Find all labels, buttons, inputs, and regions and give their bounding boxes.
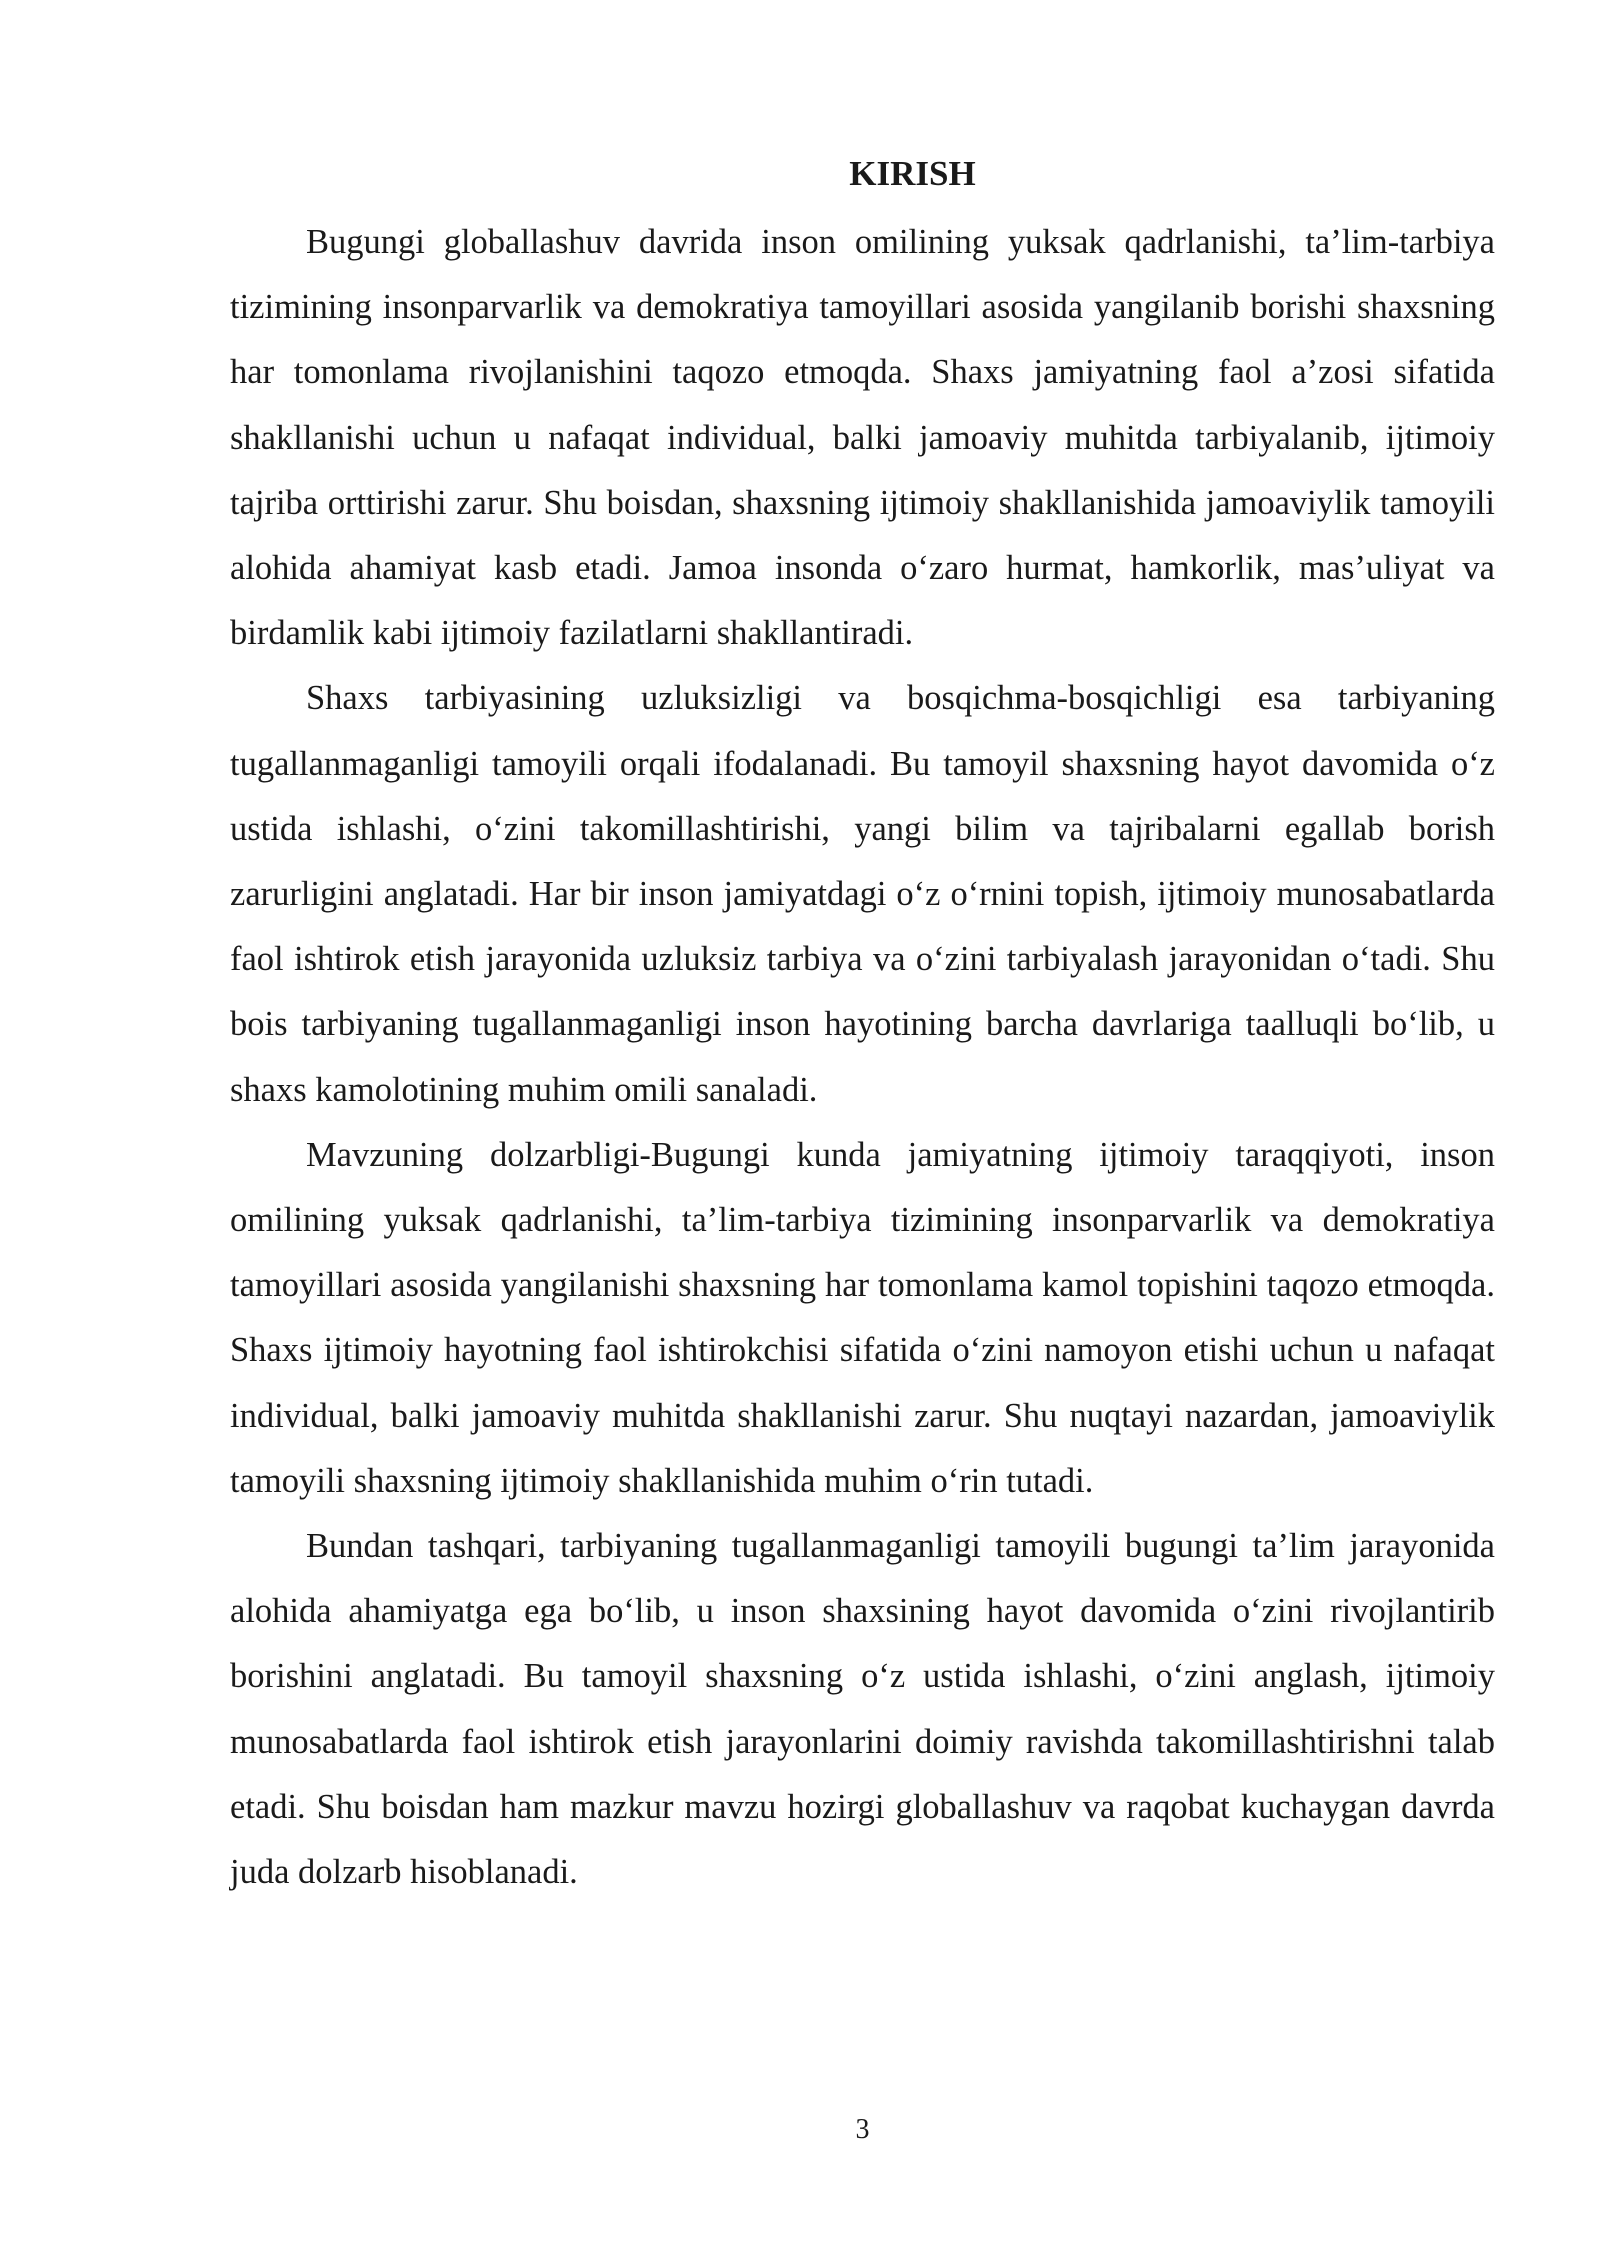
- paragraph-2: Shaxs tarbiyasining uzluksizligi va bosqichma-bosqichligi esa tarbiyaning tugallanmaganligi tamoyili orqali ifodalanadi. Bu tamoyil shaxsning hayot davomida o‘z ustida ishlashi, o‘zini takomillashtirishi, yangi bilim va tajribalarni egallab borish zarurligini anglatadi. Har bir inson jamiyatdagi o‘z o‘rnini topish, ijtimoiy munosabatlarda faol ishtirok etish jarayonida uzluksiz tarbiya va o‘zini tarbiyalash jarayonidan o‘tadi. Shu bois tarbiyaning tugallanmaganligi inson hayotining barcha davrlariga taalluqli bo‘lib, u shaxs kamolotining muhim omili sanaladi.: [230, 679, 1495, 1109]
- paragraph-3: Mavzuning dolzarbligi-Bugungi kunda jamiyatning ijtimoiy taraqqiyoti, inson omilining yuksak qadrlanishi, ta’lim-tarbiya tizimining insonparvarlik va demokratiya tamoyillari asosida yangilanishi shaxsning har tomonlama kamol topishini taqozo etmoqda. Shaxs ijtimoiy hayotning faol ishtirokchisi sifatida o‘zini namoyon etishi uchun u nafaqat individual, balki jamoaviy muhitda shakllanishi zarur. Shu nuqtayi nazardan, jamoaviylik tamoyili shaxsning ijtimoiy shakllanishida muhim o‘rin tutadi.: [230, 1135, 1495, 1500]
- paragraph-4: Bundan tashqari, tarbiyaning tugallanmaganligi tamoyili bugungi ta’lim jarayonida alohida ahamiyatga ega bo‘lib, u inson shaxsining hayot davomida o‘zini rivojlantirib borishini anglatadi. Bu tamoyil shaxsning o‘z ustida ishlashi, o‘zini anglash, ijtimoiy munosabatlarda faol ishtirok etish jarayonlarini doimiy ravishda takomillashtirishni talab etadi. Shu boisdan ham mazkur mavzu hozirgi globallashuv va raqobat kuchaygan davrda juda dolzarb hisoblanadi.: [230, 1527, 1495, 1892]
- paragraph-1: Bugungi globallashuv davrida inson omilining yuksak qadrlanishi, ta’lim-tarbiya tizimining insonparvarlik va demokratiya tamoyillari asosida yangilanib borishi shaxsning har tomonlama rivojlanishini taqozo etmoqda. Shaxs jamiyatning faol a’zosi sifatida shakllanishi uchun u nafaqat individual, balki jamoaviy muhitda tarbiyalanib, ijtimoiy tajriba orttirishi zarur. Shu boisdan, shaxsning ijtimoiy shakllanishida jamoaviylik tamoyili alohida ahamiyat kasb etadi. Jamoa insonda o‘zaro hurmat, hamkorlik, mas’uliyat va birdamlik kabi ijtimoiy fazilatlarni shakllantiradi.: [230, 223, 1495, 653]
- document-body: [230, 210, 1495, 1905]
- page-number: 3: [855, 2114, 870, 2145]
- section-heading-container: [230, 152, 1495, 196]
- section-heading: KIRISH: [849, 154, 976, 193]
